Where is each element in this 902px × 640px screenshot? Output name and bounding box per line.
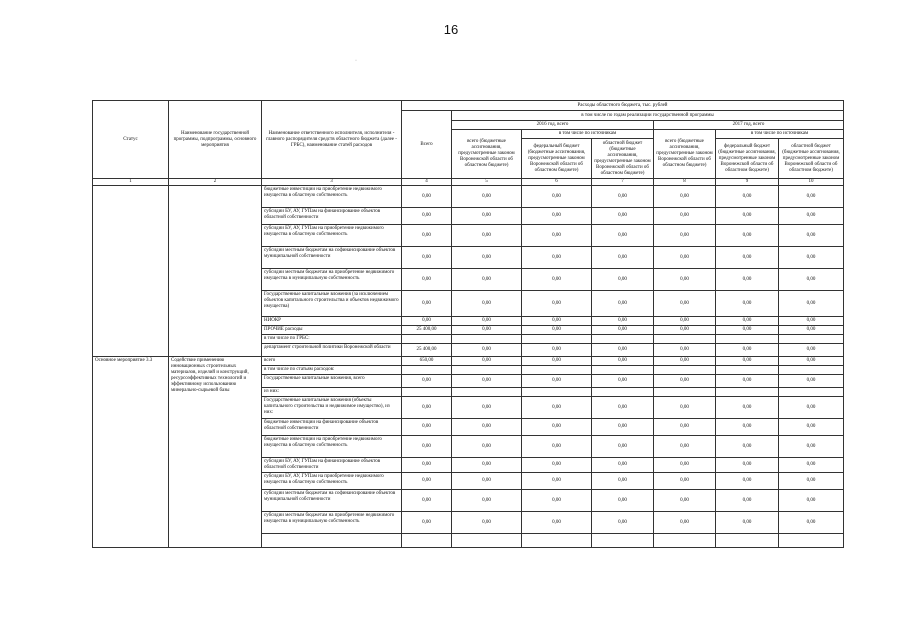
value-cell: 0,00 bbox=[402, 473, 452, 490]
value-cell: 0,00 bbox=[592, 208, 654, 225]
value-cell: 0,00 bbox=[592, 186, 654, 208]
value-cell bbox=[402, 366, 452, 375]
empty-cell bbox=[779, 534, 844, 548]
value-cell bbox=[716, 388, 779, 397]
value-cell: 0,00 bbox=[779, 473, 844, 490]
row-label: Государственные капитальные вложения (объекты капитального строительства и недвижимое имущество), из них: bbox=[262, 397, 402, 419]
value-cell: 0,00 bbox=[592, 436, 654, 458]
header-year-2017: 2017 год, всего bbox=[654, 121, 844, 130]
value-cell: 0,00 bbox=[592, 473, 654, 490]
value-cell: 0,00 bbox=[522, 375, 592, 388]
value-cell: 0,00 bbox=[402, 397, 452, 419]
value-cell: 0,00 bbox=[592, 397, 654, 419]
value-cell: 25 400,00 bbox=[402, 326, 452, 335]
value-cell: 0,00 bbox=[592, 326, 654, 335]
value-cell: 0,00 bbox=[402, 436, 452, 458]
value-cell: 0,00 bbox=[779, 326, 844, 335]
table-row bbox=[93, 357, 844, 366]
value-cell: 0,00 bbox=[654, 344, 716, 357]
value-cell bbox=[779, 388, 844, 397]
value-cell: 0,00 bbox=[452, 512, 522, 534]
value-cell: 0,00 bbox=[452, 247, 522, 269]
col-number: 3 bbox=[262, 179, 402, 186]
status-cell bbox=[93, 186, 169, 357]
col-number: 1 bbox=[93, 179, 169, 186]
value-cell: 0,00 bbox=[592, 291, 654, 317]
value-cell: 0,00 bbox=[716, 291, 779, 317]
value-cell: 0,00 bbox=[522, 344, 592, 357]
value-cell bbox=[522, 366, 592, 375]
value-cell: 0,00 bbox=[592, 458, 654, 473]
value-cell: 0,00 bbox=[716, 436, 779, 458]
value-cell: 0,00 bbox=[779, 490, 844, 512]
value-cell: 0,00 bbox=[402, 225, 452, 247]
value-cell: 0,00 bbox=[716, 490, 779, 512]
value-cell: 0,00 bbox=[654, 247, 716, 269]
row-label: субсидии местным бюджетам на софинансирование объектов муниципальной собственности bbox=[262, 490, 402, 512]
col-number: 9 bbox=[716, 179, 779, 186]
value-cell: 0,00 bbox=[522, 357, 592, 366]
value-cell: 0,00 bbox=[402, 458, 452, 473]
row-label: из них: bbox=[262, 388, 402, 397]
header-expenses: Расходы областного бюджета, тыс. рублей bbox=[402, 101, 844, 111]
value-cell: 25 400,00 bbox=[402, 344, 452, 357]
row-label: в том числе по статьям расходов: bbox=[262, 366, 402, 375]
value-cell: 0,00 bbox=[402, 419, 452, 436]
value-cell: 0,00 bbox=[779, 247, 844, 269]
empty-cell bbox=[592, 534, 654, 548]
row-label: субсидии местным бюджетам на софинансирование объектов муниципальной собственности bbox=[262, 247, 402, 269]
value-cell: 0,00 bbox=[452, 326, 522, 335]
row-label: НИОКР bbox=[262, 317, 402, 326]
row-label: ПРОЧИЕ расходы bbox=[262, 326, 402, 335]
value-cell: 0,00 bbox=[716, 458, 779, 473]
budget-table bbox=[92, 100, 844, 548]
value-cell: 0,00 bbox=[522, 436, 592, 458]
col-number: 4 bbox=[402, 179, 452, 186]
value-cell: 0,00 bbox=[522, 397, 592, 419]
value-cell bbox=[779, 366, 844, 375]
value-cell: 0,00 bbox=[592, 357, 654, 366]
value-cell bbox=[452, 366, 522, 375]
value-cell: 0,00 bbox=[402, 317, 452, 326]
value-cell: 0,00 bbox=[779, 317, 844, 326]
row-label: субсидии местным бюджетам на приобретение недвижимого имущества в муниципальную собственность bbox=[262, 512, 402, 534]
value-cell: 0,00 bbox=[452, 436, 522, 458]
value-cell: 0,00 bbox=[522, 473, 592, 490]
header-total-2017: всего (бюджетные ассигнования, предусмотренные законом Воронежской области об областном бюджете) bbox=[654, 130, 716, 179]
row-label: субсидии БУ, АУ, ГУПам на финансирование объектов областной собственности bbox=[262, 208, 402, 225]
value-cell: 0,00 bbox=[716, 269, 779, 291]
header-regional-2017: областной бюджет (бюджетные ассигнования, предусмотренные законом Воронежской области об областном бюджете) bbox=[779, 139, 844, 179]
value-cell: 0,00 bbox=[522, 186, 592, 208]
row-label: бюджетные инвестиции на финансирование объектов областной собственности bbox=[262, 419, 402, 436]
value-cell bbox=[716, 366, 779, 375]
value-cell: 0,00 bbox=[716, 419, 779, 436]
header-sources-2017: в том числе по источникам bbox=[716, 130, 844, 139]
value-cell: 0,00 bbox=[654, 419, 716, 436]
empty-cell bbox=[262, 534, 402, 548]
value-cell: 0,00 bbox=[654, 269, 716, 291]
row-label: департамент строительной политики Воронежской области bbox=[262, 344, 402, 357]
header-year-2016: 2016 год, всего bbox=[452, 121, 654, 130]
value-cell: 0,00 bbox=[716, 357, 779, 366]
value-cell: 0,00 bbox=[654, 397, 716, 419]
value-cell: 0,00 bbox=[452, 397, 522, 419]
value-cell: 0,00 bbox=[592, 375, 654, 388]
value-cell: 0,00 bbox=[779, 225, 844, 247]
value-cell: 0,00 bbox=[452, 375, 522, 388]
value-cell: 0,00 bbox=[402, 375, 452, 388]
value-cell bbox=[592, 335, 654, 344]
value-cell: 0,00 bbox=[716, 397, 779, 419]
empty-cell bbox=[402, 534, 452, 548]
col-number: 2 bbox=[169, 179, 262, 186]
value-cell: 0,00 bbox=[452, 473, 522, 490]
value-cell: 0,00 bbox=[522, 512, 592, 534]
value-cell: 0,00 bbox=[522, 326, 592, 335]
value-cell: 0,00 bbox=[592, 490, 654, 512]
value-cell bbox=[592, 388, 654, 397]
value-cell: 0,00 bbox=[592, 225, 654, 247]
empty-cell bbox=[452, 534, 522, 548]
value-cell: 0,00 bbox=[654, 375, 716, 388]
value-cell: 0,00 bbox=[522, 458, 592, 473]
value-cell bbox=[452, 388, 522, 397]
value-cell: 0,00 bbox=[779, 291, 844, 317]
program-name-cell bbox=[169, 186, 262, 357]
value-cell: 0,00 bbox=[654, 291, 716, 317]
value-cell: 0,00 bbox=[452, 317, 522, 326]
value-cell: 0,00 bbox=[452, 225, 522, 247]
value-cell: 0,00 bbox=[592, 512, 654, 534]
value-cell: 0,00 bbox=[779, 357, 844, 366]
value-cell: 0,00 bbox=[654, 458, 716, 473]
measure-name: Содействие применению инновационных строительных материалов, изделий и конструкций, ресурсоэффективных технологий и эффективному использованию минерально-сырьевой базы bbox=[169, 357, 262, 548]
value-cell: 0,00 bbox=[654, 225, 716, 247]
column-number-row bbox=[93, 179, 844, 186]
col-number: 7 bbox=[592, 179, 654, 186]
value-cell: 0,00 bbox=[716, 344, 779, 357]
value-cell: 0,00 bbox=[522, 225, 592, 247]
value-cell: 0,00 bbox=[452, 490, 522, 512]
value-cell: 0,00 bbox=[716, 208, 779, 225]
header-federal-2016: федеральный бюджет (бюджетные ассигнования, предусмотренные законом Воронежской области об областном бюджете) bbox=[522, 139, 592, 179]
col-number: 10 bbox=[779, 179, 844, 186]
row-label: Государственные капитальные вложения (за исключением объектов капитального строительства и объектов недвижимого имущества) bbox=[262, 291, 402, 317]
value-cell: 0,00 bbox=[779, 375, 844, 388]
header-federal-2017: федеральный бюджет (бюджетные ассигнования, предусмотренные законом Воронежской области об областном бюджете) bbox=[716, 139, 779, 179]
col-number: 6 bbox=[522, 179, 592, 186]
row-label: субсидии БУ, АУ, ГУПам на финансирование объектов областной собственности bbox=[262, 458, 402, 473]
value-cell: 0,00 bbox=[779, 344, 844, 357]
value-cell: 0,00 bbox=[716, 375, 779, 388]
value-cell bbox=[522, 388, 592, 397]
value-cell: 0,00 bbox=[592, 344, 654, 357]
value-cell: 0,00 bbox=[779, 512, 844, 534]
value-cell: 0,00 bbox=[592, 269, 654, 291]
value-cell: 0,00 bbox=[452, 186, 522, 208]
value-cell: 0,00 bbox=[522, 419, 592, 436]
page-number: 16 bbox=[443, 22, 459, 37]
value-cell: 0,00 bbox=[452, 291, 522, 317]
value-cell: 0,00 bbox=[402, 269, 452, 291]
value-cell: 0,00 bbox=[716, 512, 779, 534]
value-cell: 0,00 bbox=[402, 512, 452, 534]
empty-cell bbox=[654, 534, 716, 548]
value-cell: 0,00 bbox=[779, 436, 844, 458]
value-cell: 0,00 bbox=[716, 186, 779, 208]
value-cell: 0,00 bbox=[716, 225, 779, 247]
value-cell: 0,00 bbox=[654, 208, 716, 225]
value-cell: 0,00 bbox=[402, 208, 452, 225]
value-cell bbox=[452, 335, 522, 344]
row-label: субсидии БУ, АУ, ГУПам на приобретение недвижимого имущества в областную собственность bbox=[262, 473, 402, 490]
value-cell: 0,00 bbox=[654, 186, 716, 208]
value-cell: 0,00 bbox=[522, 291, 592, 317]
value-cell: 0,00 bbox=[654, 357, 716, 366]
col-number: 5 bbox=[452, 179, 522, 186]
value-cell: 650,00 bbox=[402, 357, 452, 366]
value-cell: 0,00 bbox=[522, 269, 592, 291]
header-total-2016: всего (бюджетные ассигнования, предусмотренные законом Воронежской области об областном бюджете) bbox=[452, 130, 522, 179]
value-cell: 0,00 bbox=[402, 186, 452, 208]
value-cell bbox=[654, 335, 716, 344]
row-label: в том числе по ГРБС: bbox=[262, 335, 402, 344]
table-row bbox=[93, 186, 844, 208]
row-label: субсидии БУ, АУ, ГУПам на приобретение недвижимого имущества в областную собственность bbox=[262, 225, 402, 247]
empty-cell bbox=[522, 534, 592, 548]
value-cell bbox=[716, 335, 779, 344]
value-cell: 0,00 bbox=[522, 247, 592, 269]
empty-cell bbox=[716, 534, 779, 548]
scan-speck: · bbox=[355, 58, 357, 64]
header-program-name: Наименование государственной программы, подпрограммы, основного мероприятия bbox=[169, 101, 262, 179]
value-cell: 0,00 bbox=[716, 317, 779, 326]
value-cell bbox=[654, 388, 716, 397]
value-cell: 0,00 bbox=[592, 419, 654, 436]
value-cell: 0,00 bbox=[592, 247, 654, 269]
value-cell: 0,00 bbox=[779, 419, 844, 436]
value-cell: 0,00 bbox=[779, 208, 844, 225]
value-cell: 0,00 bbox=[779, 397, 844, 419]
value-cell bbox=[402, 335, 452, 344]
value-cell: 0,00 bbox=[716, 473, 779, 490]
row-label: бюджетные инвестиции на приобретение недвижимого имущества в областную собственность bbox=[262, 436, 402, 458]
value-cell: 0,00 bbox=[452, 357, 522, 366]
value-cell: 0,00 bbox=[654, 317, 716, 326]
value-cell: 0,00 bbox=[522, 490, 592, 512]
row-label: бюджетные инвестиции на приобретение недвижимого имущества в областную собственность bbox=[262, 186, 402, 208]
value-cell bbox=[522, 335, 592, 344]
row-label: всего bbox=[262, 357, 402, 366]
header-executor: Наименование ответственного исполнителя, исполнителя - главного распорядителя средств областного бюджета (далее - ГРБС), наименование статей расходов bbox=[262, 101, 402, 179]
value-cell: 0,00 bbox=[716, 326, 779, 335]
table-body bbox=[93, 101, 844, 548]
measure-status: Основное мероприятие 3.3 bbox=[93, 357, 169, 548]
value-cell: 0,00 bbox=[452, 458, 522, 473]
header-incl-years: в том числе по годам реализации государственной программы bbox=[452, 111, 844, 121]
value-cell: 0,00 bbox=[452, 344, 522, 357]
value-cell: 0,00 bbox=[779, 458, 844, 473]
value-cell: 0,00 bbox=[779, 186, 844, 208]
row-label: субсидии местным бюджетам на приобретение недвижимого имущества в муниципальную собственность bbox=[262, 269, 402, 291]
value-cell: 0,00 bbox=[654, 512, 716, 534]
header-regional-2016: областной бюджет (бюджетные ассигнования, предусмотренные законом Воронежской области об областном бюджете) bbox=[592, 139, 654, 179]
value-cell: 0,00 bbox=[779, 269, 844, 291]
value-cell bbox=[779, 335, 844, 344]
value-cell: 0,00 bbox=[592, 317, 654, 326]
value-cell: 0,00 bbox=[654, 473, 716, 490]
value-cell: 0,00 bbox=[402, 291, 452, 317]
value-cell: 0,00 bbox=[716, 247, 779, 269]
value-cell: 0,00 bbox=[452, 419, 522, 436]
value-cell: 0,00 bbox=[654, 490, 716, 512]
value-cell: 0,00 bbox=[452, 269, 522, 291]
header-total: Всего bbox=[402, 111, 452, 179]
value-cell: 0,00 bbox=[654, 326, 716, 335]
value-cell: 0,00 bbox=[522, 317, 592, 326]
value-cell: 0,00 bbox=[402, 247, 452, 269]
header-sources-2016: в том числе по источникам bbox=[522, 130, 654, 139]
header-status: Статус bbox=[93, 101, 169, 179]
value-cell: 0,00 bbox=[654, 436, 716, 458]
value-cell bbox=[402, 388, 452, 397]
value-cell bbox=[654, 366, 716, 375]
value-cell: 0,00 bbox=[402, 490, 452, 512]
value-cell: 0,00 bbox=[452, 208, 522, 225]
value-cell bbox=[592, 366, 654, 375]
col-number: 8 bbox=[654, 179, 716, 186]
value-cell: 0,00 bbox=[522, 208, 592, 225]
row-label: Государственные капитальные вложения, всего bbox=[262, 375, 402, 388]
